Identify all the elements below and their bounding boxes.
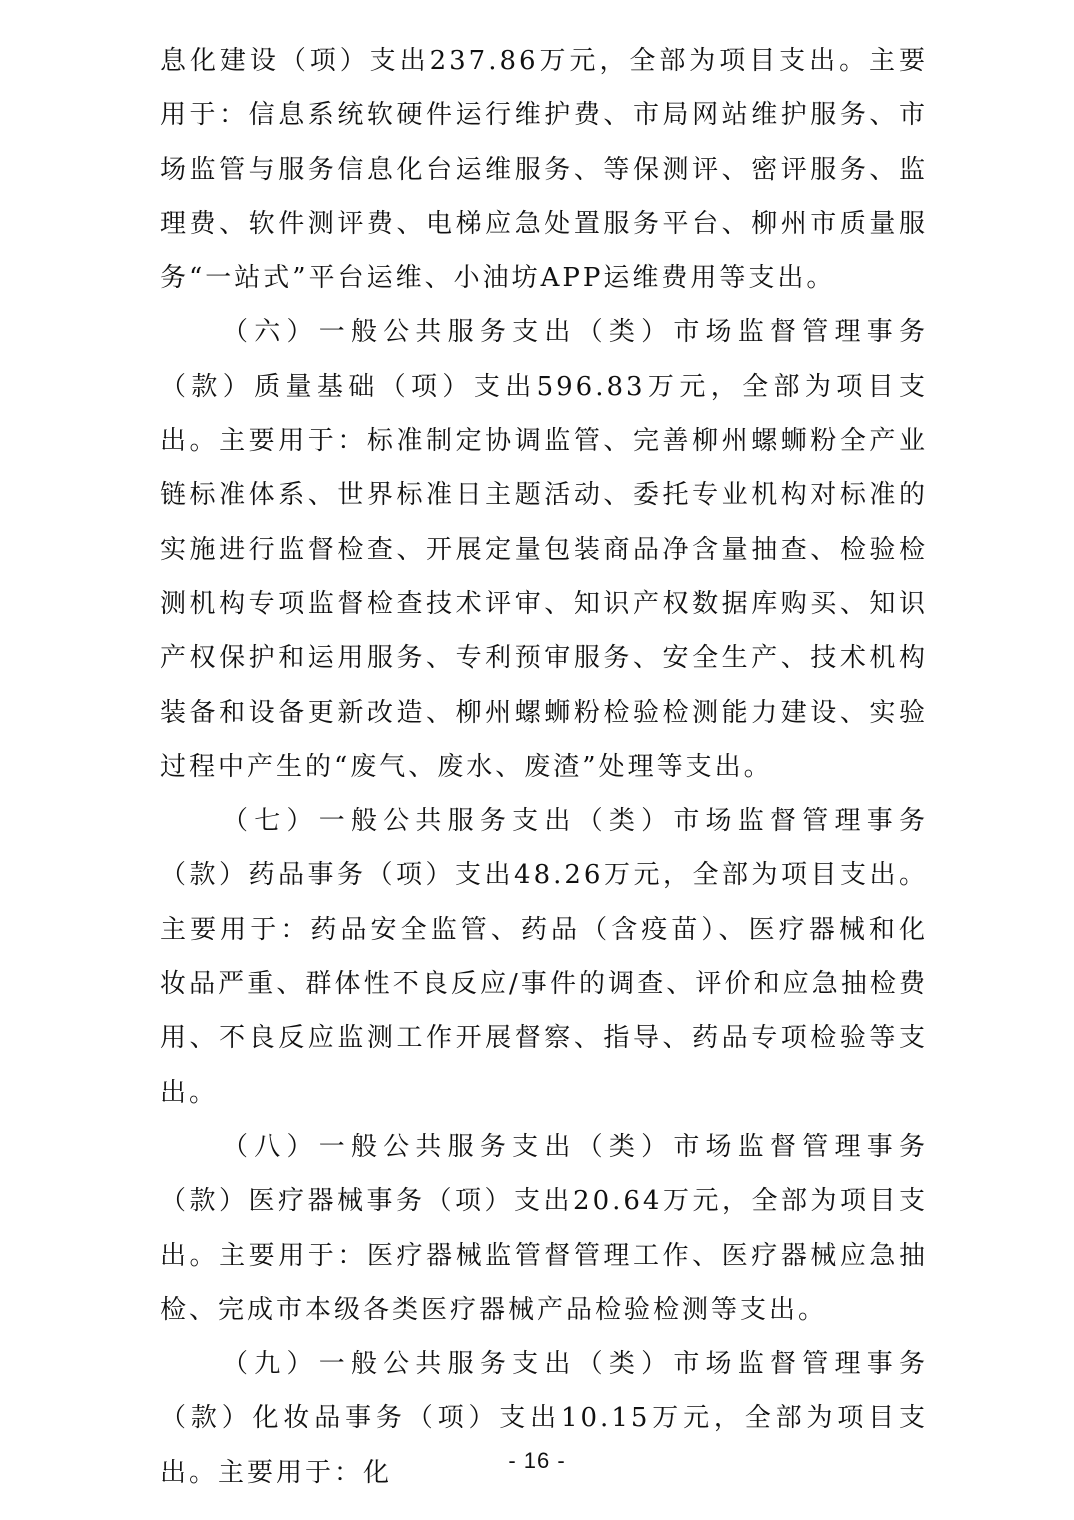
paragraph-section-7: （七）一般公共服务支出（类）市场监督管理事务（款）药品事务（项）支出48.26万元，全部为项目支出。主要用于：药品安全监管、药品（含疫苗）、医疗器械和化妆品严重、群体性不良反应/事件的调查、评价和应急抽检费用、不良反应监测工作开展督察、指导、药品专项检验等支出。 <box>160 806 928 1108</box>
paragraph-section-8: （八）一般公共服务支出（类）市场监督管理事务（款）医疗器械事务（项）支出20.64万元，全部为项目支出。主要用于：医疗器械监管督管理工作、医疗器械应急抽检、完成市本级各类医疗器械产品检验检测等支出。 <box>160 1131 928 1325</box>
page-number: - 16 - <box>508 1448 566 1473</box>
paragraph-continued: 息化建设（项）支出237.86万元，全部为项目支出。主要用于：信息系统软硬件运行维护费、市局网站维护服务、市场监管与服务信息化台运维服务、等保测评、密评服务、监理费、软件测评费、电梯应急处置服务平台、柳州市质量服务“一站式”平台运维、小油坊APP运维费用等支出。 <box>160 46 928 294</box>
document-body <box>160 34 928 1500</box>
paragraph-section-6: （六）一般公共服务支出（类）市场监督管理事务（款）质量基础（项）支出596.83万元，全部为项目支出。主要用于：标准制定协调监管、完善柳州螺蛳粉全产业链标准体系、世界标准日主题活动、委托专业机构对标准的实施进行监督检查、开展定量包装商品净含量抽查、检验检测机构专项监督检查技术评审、知识产权数据库购买、知识产权保护和运用服务、专利预审服务、安全生产、技术机构装备和设备更新改造、柳州螺蛳粉检验检测能力建设、实验过程中产生的“废气、废水、废渣”处理等支出。 <box>160 317 928 782</box>
paragraph-section-9: （九）一般公共服务支出（类）市场监督管理事务（款）化妆品事务（项）支出10.15万元，全部为项目支出。主要用于：化 <box>160 1349 928 1488</box>
